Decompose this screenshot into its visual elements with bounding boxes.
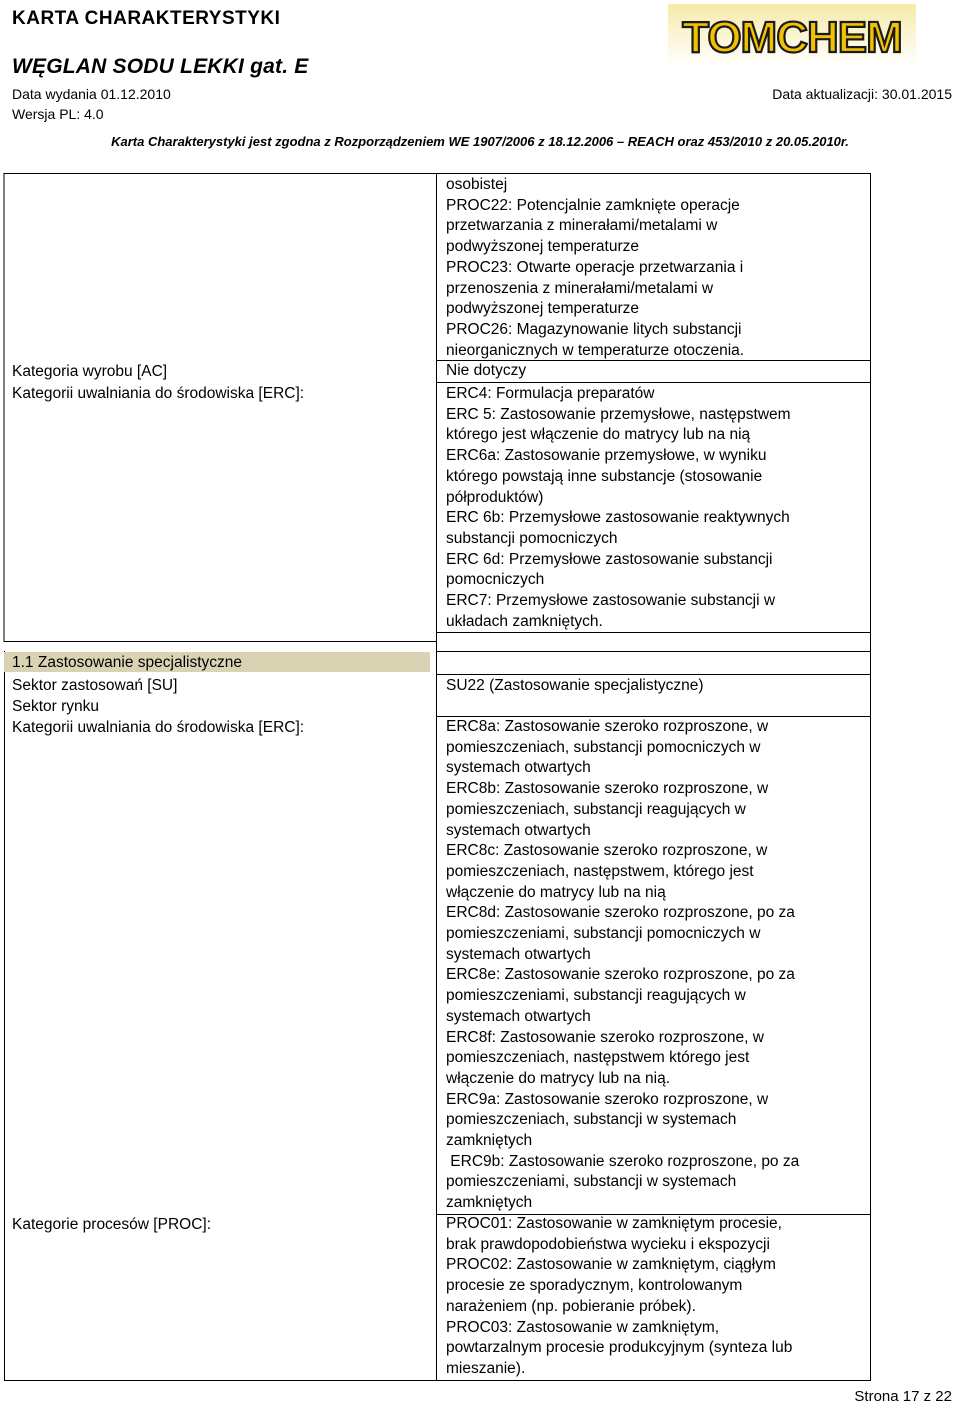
text-line: pomieszczeniami, substancji pomocniczych w xyxy=(446,925,761,943)
text-line: PROC23: Otwarte operacje przetwarzania i xyxy=(446,258,744,276)
text-line: pomieszczeniach, substancji reagujących w xyxy=(446,800,746,818)
erc-label-top: Kategorii uwalniania do środowiska [ERC]: xyxy=(12,385,305,402)
text-line: którego jest włączenie do matrycy lub na nią xyxy=(446,426,751,444)
text-line: systemach otwartych xyxy=(446,945,591,963)
product-category-label: Kategoria wyrobu [AC] xyxy=(12,363,168,380)
svg-text:TOMCHEM: TOMCHEM xyxy=(682,13,902,62)
text-line: włączenie do matrycy lub na nią xyxy=(446,883,666,901)
text-line: PROC03: Zastosowanie w zamkniętym, xyxy=(446,1318,720,1336)
text-line: PROC02: Zastosowanie w zamkniętym, ciągłym xyxy=(446,1256,776,1274)
erc-top-cell xyxy=(446,384,791,632)
page-number: Strona 17 z 22 xyxy=(854,1388,952,1405)
text-line: systemach otwartych xyxy=(446,759,591,777)
text-line: podwyższonej temperaturze xyxy=(446,300,639,318)
text-line: ERC8b: Zastosowanie szeroko rozproszone, w xyxy=(446,780,769,798)
section-title: 1.1 Zastosowanie specjalistyczne xyxy=(4,652,430,672)
text-line: systemach otwartych xyxy=(446,821,591,839)
text-line: przetwarzania z minerałami/metalami w xyxy=(446,217,718,235)
text-line: ERC9a: Zastosowanie szeroko rozproszone, w xyxy=(446,1090,769,1108)
su-value: SU22 (Zastosowanie specjalistyczne) xyxy=(446,677,704,694)
su-label: Sektor zastosowań [SU] xyxy=(12,677,178,694)
text-line: ERC 6d: Przemysłowe zastosowanie substancji xyxy=(446,550,773,568)
text-line: włączenie do matrycy lub na nią. xyxy=(446,1069,671,1087)
text-line: substancji pomocniczych xyxy=(446,529,618,547)
text-line: ERC 6b: Przemysłowe zastosowanie reaktywnych xyxy=(446,509,790,527)
text-line: ERC8f: Zastosowanie szeroko rozproszone, w xyxy=(446,1028,764,1046)
proc-continued-cell xyxy=(446,175,744,361)
text-line: procesie ze sporadycznym, kontrolowanym xyxy=(446,1277,743,1295)
text-line: ERC8d: Zastosowanie szeroko rozproszone, po za xyxy=(446,904,795,922)
text-line: nieorganicznych w temperaturze otoczenia. xyxy=(446,341,745,359)
text-line: powtarzalnym procesie produkcyjnym (synteza lub xyxy=(446,1339,793,1357)
text-line: pomieszczeniach, następstwem, którego jest xyxy=(446,862,754,880)
market-sector-label: Sektor rynku xyxy=(12,698,100,715)
text-line: którego powstają inne substancje (stosowanie xyxy=(446,467,763,485)
update-date: Data aktualizacji: 30.01.2015 xyxy=(772,86,952,102)
product-name: WĘGLAN SODU LEKKI gat. E xyxy=(12,55,309,78)
text-line: PROC22: Potencjalnie zamknięte operacje xyxy=(446,196,740,214)
proc-section-cell xyxy=(446,1214,792,1380)
text-line: pomieszczeniach, substancji w systemach xyxy=(446,1111,737,1129)
text-line: podwyższonej temperaturze xyxy=(446,238,639,256)
text-line: pomieszczeniami, substancji w systemach xyxy=(446,1173,737,1191)
text-line: ERC8e: Zastosowanie szeroko rozproszone, po za xyxy=(446,966,795,984)
erc-label-section: Kategorii uwalniania do środowiska [ERC]: xyxy=(12,719,305,736)
text-line: mieszanie). xyxy=(446,1359,526,1377)
text-line: systemach otwartych xyxy=(446,1007,591,1025)
version: Wersja PL: 4.0 xyxy=(12,106,104,122)
text-line: pomieszczeniach, substancji pomocniczych w xyxy=(446,738,761,756)
proc-label: Kategorie procesów [PROC]: xyxy=(12,1216,212,1233)
text-line: PROC01: Zastosowanie w zamkniętym procesie, xyxy=(446,1215,782,1232)
text-line: ERC8a: Zastosowanie szeroko rozproszone, w xyxy=(446,718,769,735)
text-line: ERC6a: Zastosowanie przemysłowe, w wyniku xyxy=(446,447,767,465)
text-line: PROC26: Magazynowanie litych substancji xyxy=(446,320,742,338)
text-line: ERC9b: Zastosowanie szeroko rozproszone, po za xyxy=(446,1152,800,1170)
text-line: półproduktów) xyxy=(446,488,544,506)
erc-section-cell xyxy=(446,717,799,1214)
text-line: narażeniem (np. pobieranie próbek). xyxy=(446,1297,696,1315)
text-line: pomocniczych xyxy=(446,571,545,589)
text-line: ERC7: Przemysłowe zastosowanie substancji w xyxy=(446,592,776,610)
text-line: zamkniętych xyxy=(446,1132,533,1150)
product-category-value: Nie dotyczy xyxy=(446,362,527,379)
text-line: pomieszczeniami, substancji reagujących w xyxy=(446,987,746,1005)
text-line: pomieszczeniach, następstwem którego jest xyxy=(446,1049,750,1067)
text-line: brak prawdopodobieństwa wycieku i ekspozycji xyxy=(446,1235,770,1253)
text-line: ERC4: Formulacja preparatów xyxy=(446,385,655,402)
text-line: zamkniętych xyxy=(446,1194,533,1212)
text-line: przenoszenia z minerałami/metalami w xyxy=(446,279,714,297)
text-line: osobistej xyxy=(446,176,508,193)
document-title: KARTA CHARAKTERYSTYKI xyxy=(12,8,281,29)
regulation-note: Karta Charakterystyki jest zgodna z Rozporządzeniem WE 1907/2006 z 18.12.2006 – REACH oraz 453/2010 z 20.05.2010r. xyxy=(111,134,849,149)
text-line: ERC 5: Zastosowanie przemysłowe, następstwem xyxy=(446,405,791,423)
text-line: układach zamkniętych. xyxy=(446,612,603,630)
issue-date: Data wydania 01.12.2010 xyxy=(12,86,171,102)
text-line: ERC8c: Zastosowanie szeroko rozproszone, w xyxy=(446,842,768,860)
tomchem-logo xyxy=(668,4,916,66)
